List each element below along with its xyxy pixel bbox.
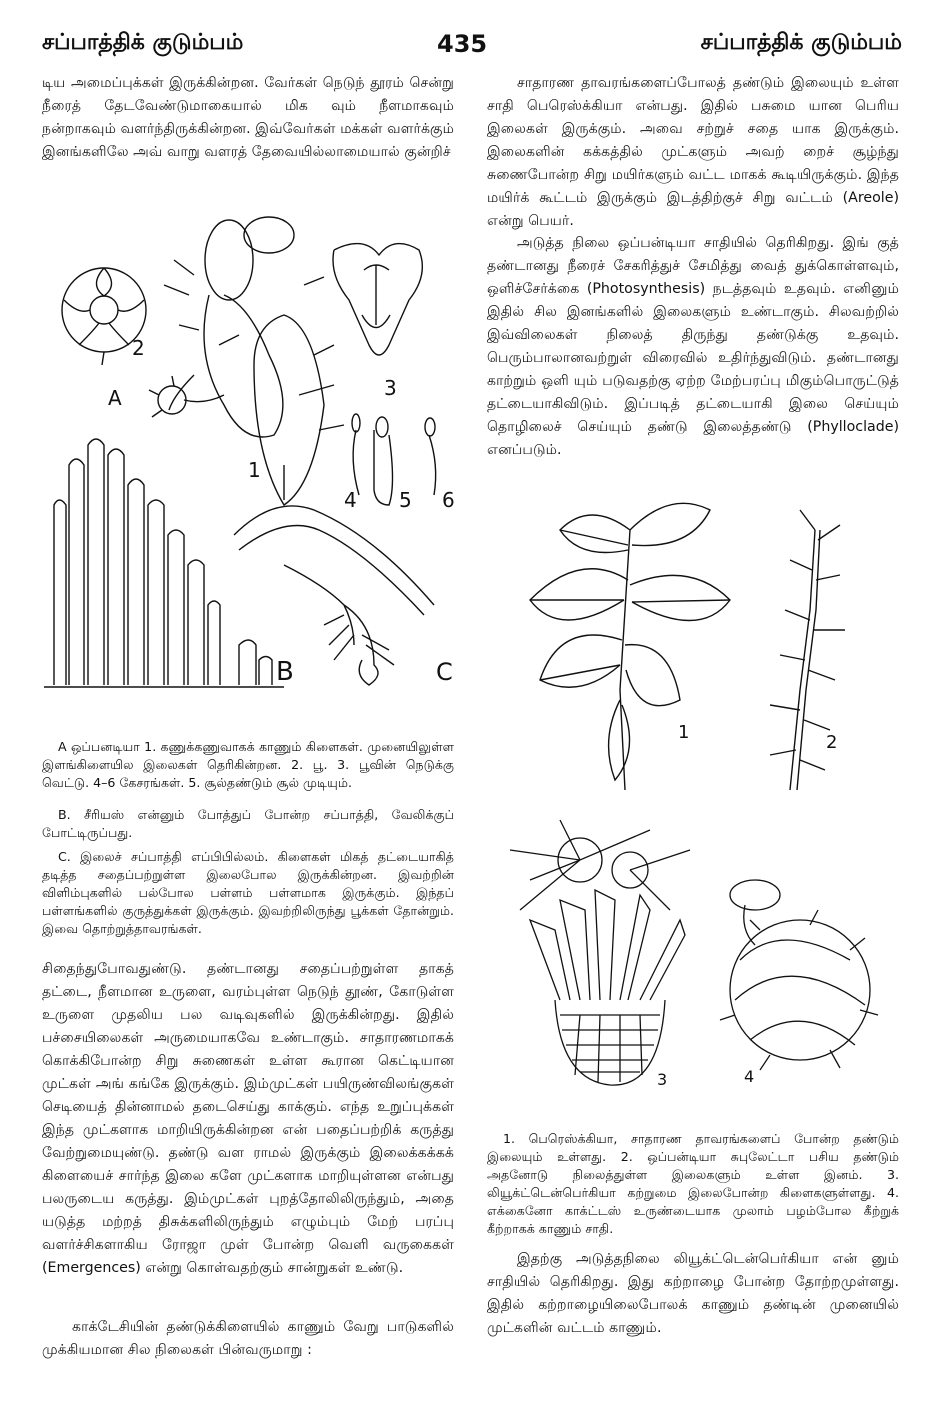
label-C: C (436, 658, 453, 686)
figure-cactus-abc (44, 205, 458, 705)
label-r3: 3 (657, 1070, 668, 1089)
label-1: 1 (248, 458, 261, 482)
echinocactus-drawing (720, 880, 878, 1070)
label-r1: 1 (678, 722, 690, 743)
opuntia-pads-drawing (149, 217, 344, 505)
label-3: 3 (384, 376, 397, 400)
label-r4: 4 (744, 1067, 755, 1086)
caption-right: 1. பெரெஸ்க்கியா, சாதாரண தாவரங்களைப் போன்ற தண்டும் இலையும் உள்ளது. 2. ஒப்பன்டியா சுபுலேட்டா பசிய தண்டும் அதனோடு நிலைத்துள்ள இலைகளும் உள்ள இனம். 3. லியூக்ட்டென்பெர்கியா கற்றுமை இலைபோன்ற கிளைகளுள்ளது. 4. எக்கைனோ காக்ட்டஸ் உருண்டையாக முலாம் பழம்போல கீற்றுக் கீற்றாகக் காணும் சாதி. (487, 1131, 899, 1236)
label-2: 2 (132, 336, 145, 360)
running-head-left: சப்பாத்திக் குடும்பம் (42, 30, 244, 55)
label-B: B (276, 657, 294, 687)
left-paragraph-top: டிய அமைப்புக்கள் இருக்கின்றன. வேர்கள் நெடுந் தூரம் சென்று நீரைத் தேடவேண்டுமாகையால் மிக வும் நீளமாகவும் நன்றாகவும் வளர்ந்திருக்கின்றன. இவ்வேர்கள் மக்கள் வளர்க்கும் இனங்களிலே அவ் வாறு வளரத் தேவையில்லாமையால் குன்றிச் (42, 75, 454, 160)
right-paragraph-3: இதற்கு அடுத்தநிலை லியூக்ட்டென்பெர்கியா என் னும் சாதியில் தெரிகிறது. இது கற்றாழை போன்ற தோற்றமுள்ளது. இதில் கற்றாழையிலைபோலக் காணும் தண்டின் முனையில் முட்களின் வட்டம் காணும். (487, 1251, 899, 1336)
figure-cactus-abc-drawing (44, 205, 458, 705)
stamens-drawing (352, 414, 436, 505)
caption-c: C. இலைச் சப்பாத்தி எப்பிபில்லம். கிளைகள் மிகத் தட்டையாகித் தடித்த சதைப்பற்றுள்ள இலைபோல இருக்கின்றன. இவற்றின் விளிம்புகளில் பல்போல பள்ளம் பள்ளமாக இருக்கும். இந்தப் பள்ளங்களில் குருத்துக்கள் இருக்கும். இவற்றிலிருந்து பூக்கள் தோன்றும். இவை தொற்றுத்தாவரங்கள். (42, 849, 454, 936)
page-number: 435 (437, 30, 488, 58)
figure-leuchtenbergia-echinocactus-drawing (500, 810, 900, 1110)
right-paragraph-2: அடுத்த நிலை ஒப்பன்டியா சாதியில் தெரிகிறது. இங் குத் தண்டானது நீரைச் சேகரித்துச் சேமித்து வைத் துக்கொள்ளவும், ஒளிச்சேர்க்கை (Photosynthesis) நடத்தவும் உதவும். எனினும் இதில் சில இனங்களில் இலைகளும் உண்டாகும். சிலவற்றில் இவ்விலைகள் நிலைத் திருந்து தண்டுக்கு உதவும். பெரும்பாலானவற்றுள் விரைவில் உதிர்ந்துவிடும். தண்டானது காற்றும் ஒளி யும் படுவதற்கு ஏற்ற மேற்பரப்பு மிகும்பொருட்டுத் தட்டையாகிவிடும். இப்படித் தட்டையாகி இலை செய்யும் தொழிலைச் செய்யும் தண்டு இலைத்தண்டு (Phylloclade) எனப்படும். (487, 235, 899, 458)
caption-a: A ஒப்பனடியா 1. கணுக்கணுவாகக் காணும் கிளைகள். முனையிலுள்ள இளங்கிளையில இலைகள் தெரிகின்றன. 2. பூ. 3. பூவின் நெடுக்கு வெட்டு. 4–6 கேசரங்கள். 5. சூல்தண்டும் சூல் முடியும். (42, 739, 454, 790)
label-5: 5 (399, 488, 412, 512)
flower-section-drawing (333, 244, 422, 355)
figure-leuchtenbergia-echinocactus (500, 810, 900, 1110)
pereskia-drawing (530, 503, 730, 790)
figure-pereskia-opuntia-drawing (500, 490, 900, 800)
leuchtenbergia-drawing (510, 820, 690, 1085)
running-head-right: சப்பாத்திக் குடும்பம் (700, 30, 902, 55)
label-r2: 2 (826, 732, 838, 753)
label-4: 4 (344, 488, 357, 512)
left-paragraph-bottom: சிதைந்துபோவதுண்டு. தண்டானது சதைப்பற்றுள்ள தாகத் தட்டை, நீளமான உருளை, வரம்புள்ள நெடுந் தூண், கோடுள்ள உருளை முதலிய பல வடிவுகளில் இருக்கின்றது. இதில் பச்சையிலைகள் அருமையாகவே உண்டாகும். சாதாரணமாகக் கொக்கிபோன்ற சிறு சுணைகள் உள்ள கூரான கெட்டியான முட்கள் அங் கங்கே இருக்கும். இம்முட்கள் பயிருண்விலங்குகள் செடியைத் தின்னாமல் தடைசெய்து காக்கும். எந்த உறுப்புக்கள் இந்த முட்களாக மாறியிருக்கின்றன என் பதைப்பற்றிக் கருத்து வேற்றுமையுண்டு. தண்டு வள ராமல் இருக்கும் இலைக்கக்கக் கிளையைச் சார்ந்த இலை களே முட்களாக மாறியுள்ளன என்பது பலருடைய கருத்து. இம்முட்கள் புறத்தோலிலிருந்தும், அதை யடுத்த மற்றத் திசுக்களிலிருந்தும் எழும்பும் மேற் பரப்பு வளர்ச்சிகளாகிய ரோஜா முள் போன்ற வெளி வருகைகள் (Emergences) என்று கொள்வதற்கும் சான்றுகள் உண்டு. (42, 961, 454, 1276)
label-A: A (108, 386, 122, 410)
right-paragraph-1: சாதாரண தாவரங்களைப்போலத் தண்டும் இலையும் உள்ள சாதி பெரெஸ்க்கியா என்பது. இதில் பசுமை யான பெரிய இலைகள் இருக்கும். அவை சற்றுச் சதை யாக இருக்கும். இலைகளின் கக்கத்தில் முட்களும் அவற் றைச் சூழ்ந்து சுணைபோன்ற சிறு மயிர்களும் வட்ட மாகக் கூடியிருக்கும். இந்த மயிர்க் கூட்டம் இருக்கும் இடத்திற்குச் சிறு வட்டம் (Areole) என்று பெயர். (487, 75, 899, 229)
label-6: 6 (442, 488, 455, 512)
left-paragraph-last: காக்டேசியின் தண்டுக்கிளையில் காணும் வேறு பாடுகளில் முக்கியமான சில நிலைகள் பின்வருமாறு : (42, 1319, 454, 1358)
caption-b: B. சீரியஸ் என்னும் போத்துப் போன்ற சப்பாத்தி, வேலிக்குப் போட்டிருப்பது. (42, 807, 454, 840)
leaf-cactus-drawing (234, 506, 434, 685)
figure-pereskia-opuntia (500, 490, 900, 800)
